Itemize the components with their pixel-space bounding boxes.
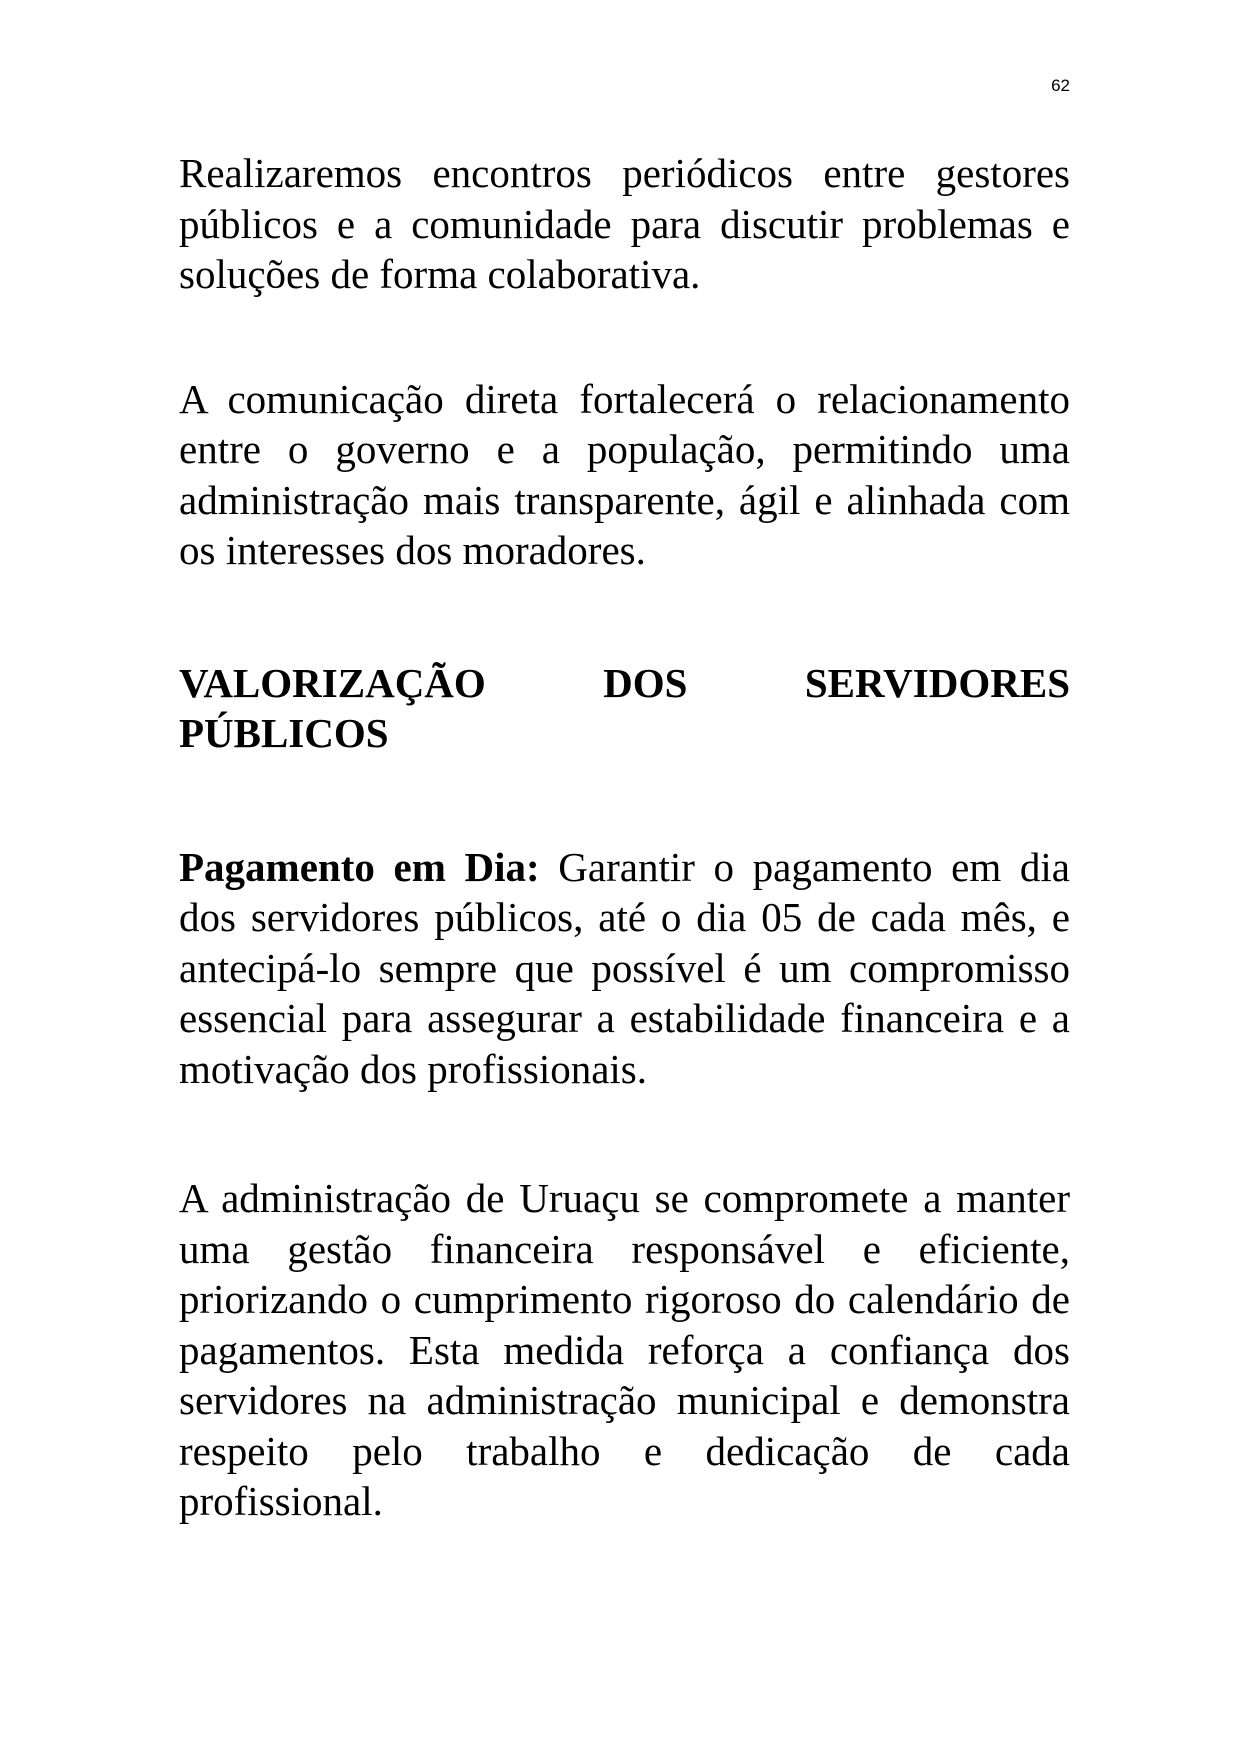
paragraph-administracao: A administração de Uruaçu se compromete a manter uma gestão financeira responsável e eficiente, priorizando o cumprimento rigoroso do calendário de pagamentos. Esta medida reforça a confiança dos servidores na administração municipal e demonstra respeito pelo trabalho e dedicação de cada profissional. <box>179 1175 1070 1524</box>
document-body <box>179 148 1070 1527</box>
paragraph-encontros: Realizaremos encontros periódicos entre gestores públicos e a comunidade para discutir problemas e soluções de forma colaborativa. <box>179 150 1070 297</box>
section-heading-line1: VALORIZAÇÃO DOS SERVIDORES <box>179 659 1070 706</box>
paragraph-comunicacao: A comunicação direta fortalecerá o relacionamento entre o governo e a população, permitindo uma administração mais transparente, ágil e alinhada com os interesses dos moradores. <box>179 375 1070 573</box>
section-heading <box>179 658 1070 758</box>
page-number: 62 <box>1051 76 1070 95</box>
paragraph-lead-label: Pagamento em Dia: <box>179 843 540 890</box>
section-heading-line2: PÚBLICOS <box>179 709 389 756</box>
paragraph-lead-text: Garantir o pagamento em dia dos servidores públicos, até o dia 05 de cada mês, e antecipá-lo sempre que possível é um compromisso essencial para assegurar a estabilidade financeira e a motivação dos profissionais. <box>179 843 1070 1092</box>
paragraph-pagamento <box>179 842 1070 1095</box>
